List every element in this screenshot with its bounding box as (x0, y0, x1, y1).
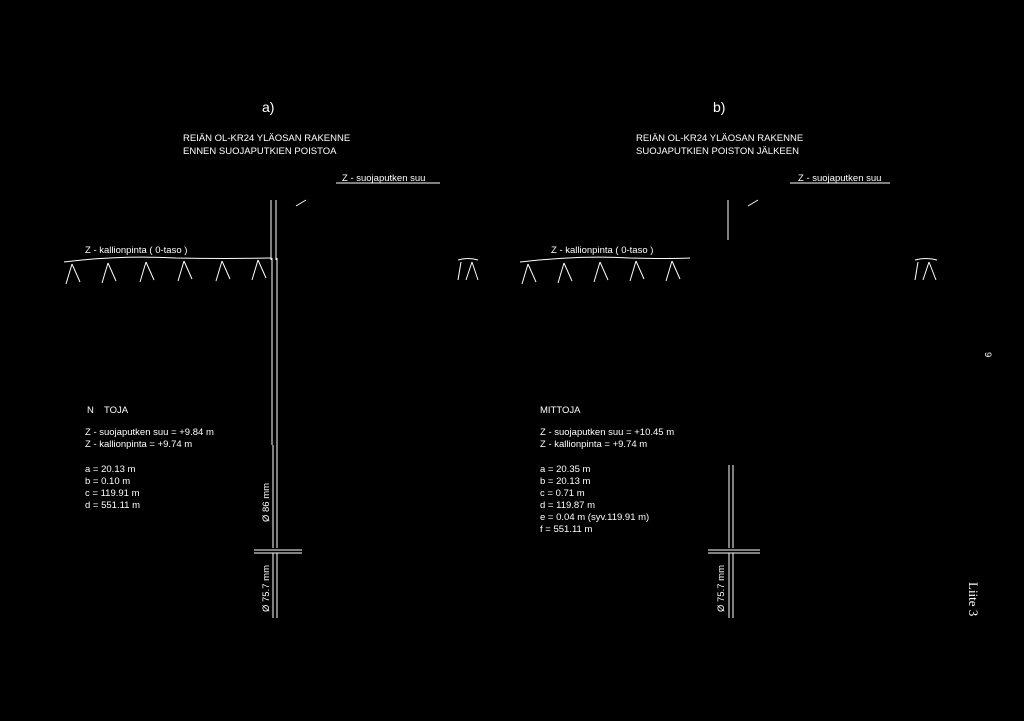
panel-b (520, 99, 937, 618)
panel-a-z-casing: Z - suojaputken suu = +9.84 m (85, 427, 214, 438)
panel-b-dim-e: e = 0.04 m (syv.119.91 m) (540, 512, 650, 523)
panel-a-far-ground-hatch (458, 259, 478, 281)
panel-b-leader (748, 200, 758, 206)
panel-a-dim-b: b = 0.10 m (85, 476, 131, 487)
panel-b-z-casing: Z - suojaputken suu = +10.45 m (540, 427, 675, 438)
panel-a-diameter-lower: Ø 75.7 mm (261, 565, 272, 612)
panel-a-letter: a) (262, 99, 275, 115)
appendix-label: Liite 3 (966, 582, 981, 617)
panel-a-z-ground: Z - kallionpinta = +9.74 m (85, 439, 193, 450)
panel-a-measurements-heading-prefix: N (87, 405, 94, 416)
panel-a-dim-c: c = 119.91 m (85, 488, 140, 499)
panel-a-ground-label: Z - kallionpinta ( 0-taso ) (85, 245, 188, 256)
panel-b-title-line1: REIÄN OL-KR24 YLÄOSAN RAKENNE (636, 133, 804, 144)
panel-b-dim-f: f = 551.11 m (540, 524, 593, 535)
panel-b-title-line2: SUOJAPUTKIEN POISTON JÄLKEEN (636, 146, 799, 157)
panel-a-title-line2: ENNEN SUOJAPUTKIEN POISTOA (183, 146, 337, 157)
panel-b-dim-c: c = 0.71 m (540, 488, 585, 499)
panel-b-dim-a: a = 20.35 m (540, 464, 591, 475)
panel-a-diameter-upper: Ø 86 mm (261, 482, 272, 522)
panel-b-dim-d: d = 119.87 m (540, 500, 596, 511)
panel-b-casing-top-label: Z - suojaputken suu (798, 173, 882, 184)
panel-b-ground-hatch (522, 261, 680, 284)
panel-a (64, 99, 478, 618)
panel-a-dim-d: d = 551.11 m (85, 500, 141, 511)
panel-a-ground-hatch (66, 260, 266, 284)
panel-b-dim-b: b = 20.13 m (540, 476, 591, 487)
panel-b-ground-label: Z - kallionpinta ( 0-taso ) (551, 245, 654, 256)
panel-b-letter: b) (713, 99, 726, 115)
panel-b-far-ground-hatch (915, 259, 937, 281)
page-number: 9 (982, 352, 993, 358)
panel-a-casing-top-label: Z - suojaputken suu (342, 173, 426, 184)
panel-a-title-line1: REIÄN OL-KR24 YLÄOSAN RAKENNE (183, 133, 351, 144)
panel-b-ground-surface (520, 257, 690, 262)
panel-b-measurements-heading: MITTOJA (540, 405, 581, 416)
panel-b-z-ground: Z - kallionpinta = +9.74 m (540, 439, 648, 450)
panel-a-ground-surface (64, 257, 271, 262)
panel-a-leader (296, 200, 306, 206)
panel-a-measurements-heading: TOJA (104, 405, 129, 416)
panel-b-diameter-lower: Ø 75.7 mm (716, 565, 727, 612)
panel-a-dim-a: a = 20.13 m (85, 464, 136, 475)
